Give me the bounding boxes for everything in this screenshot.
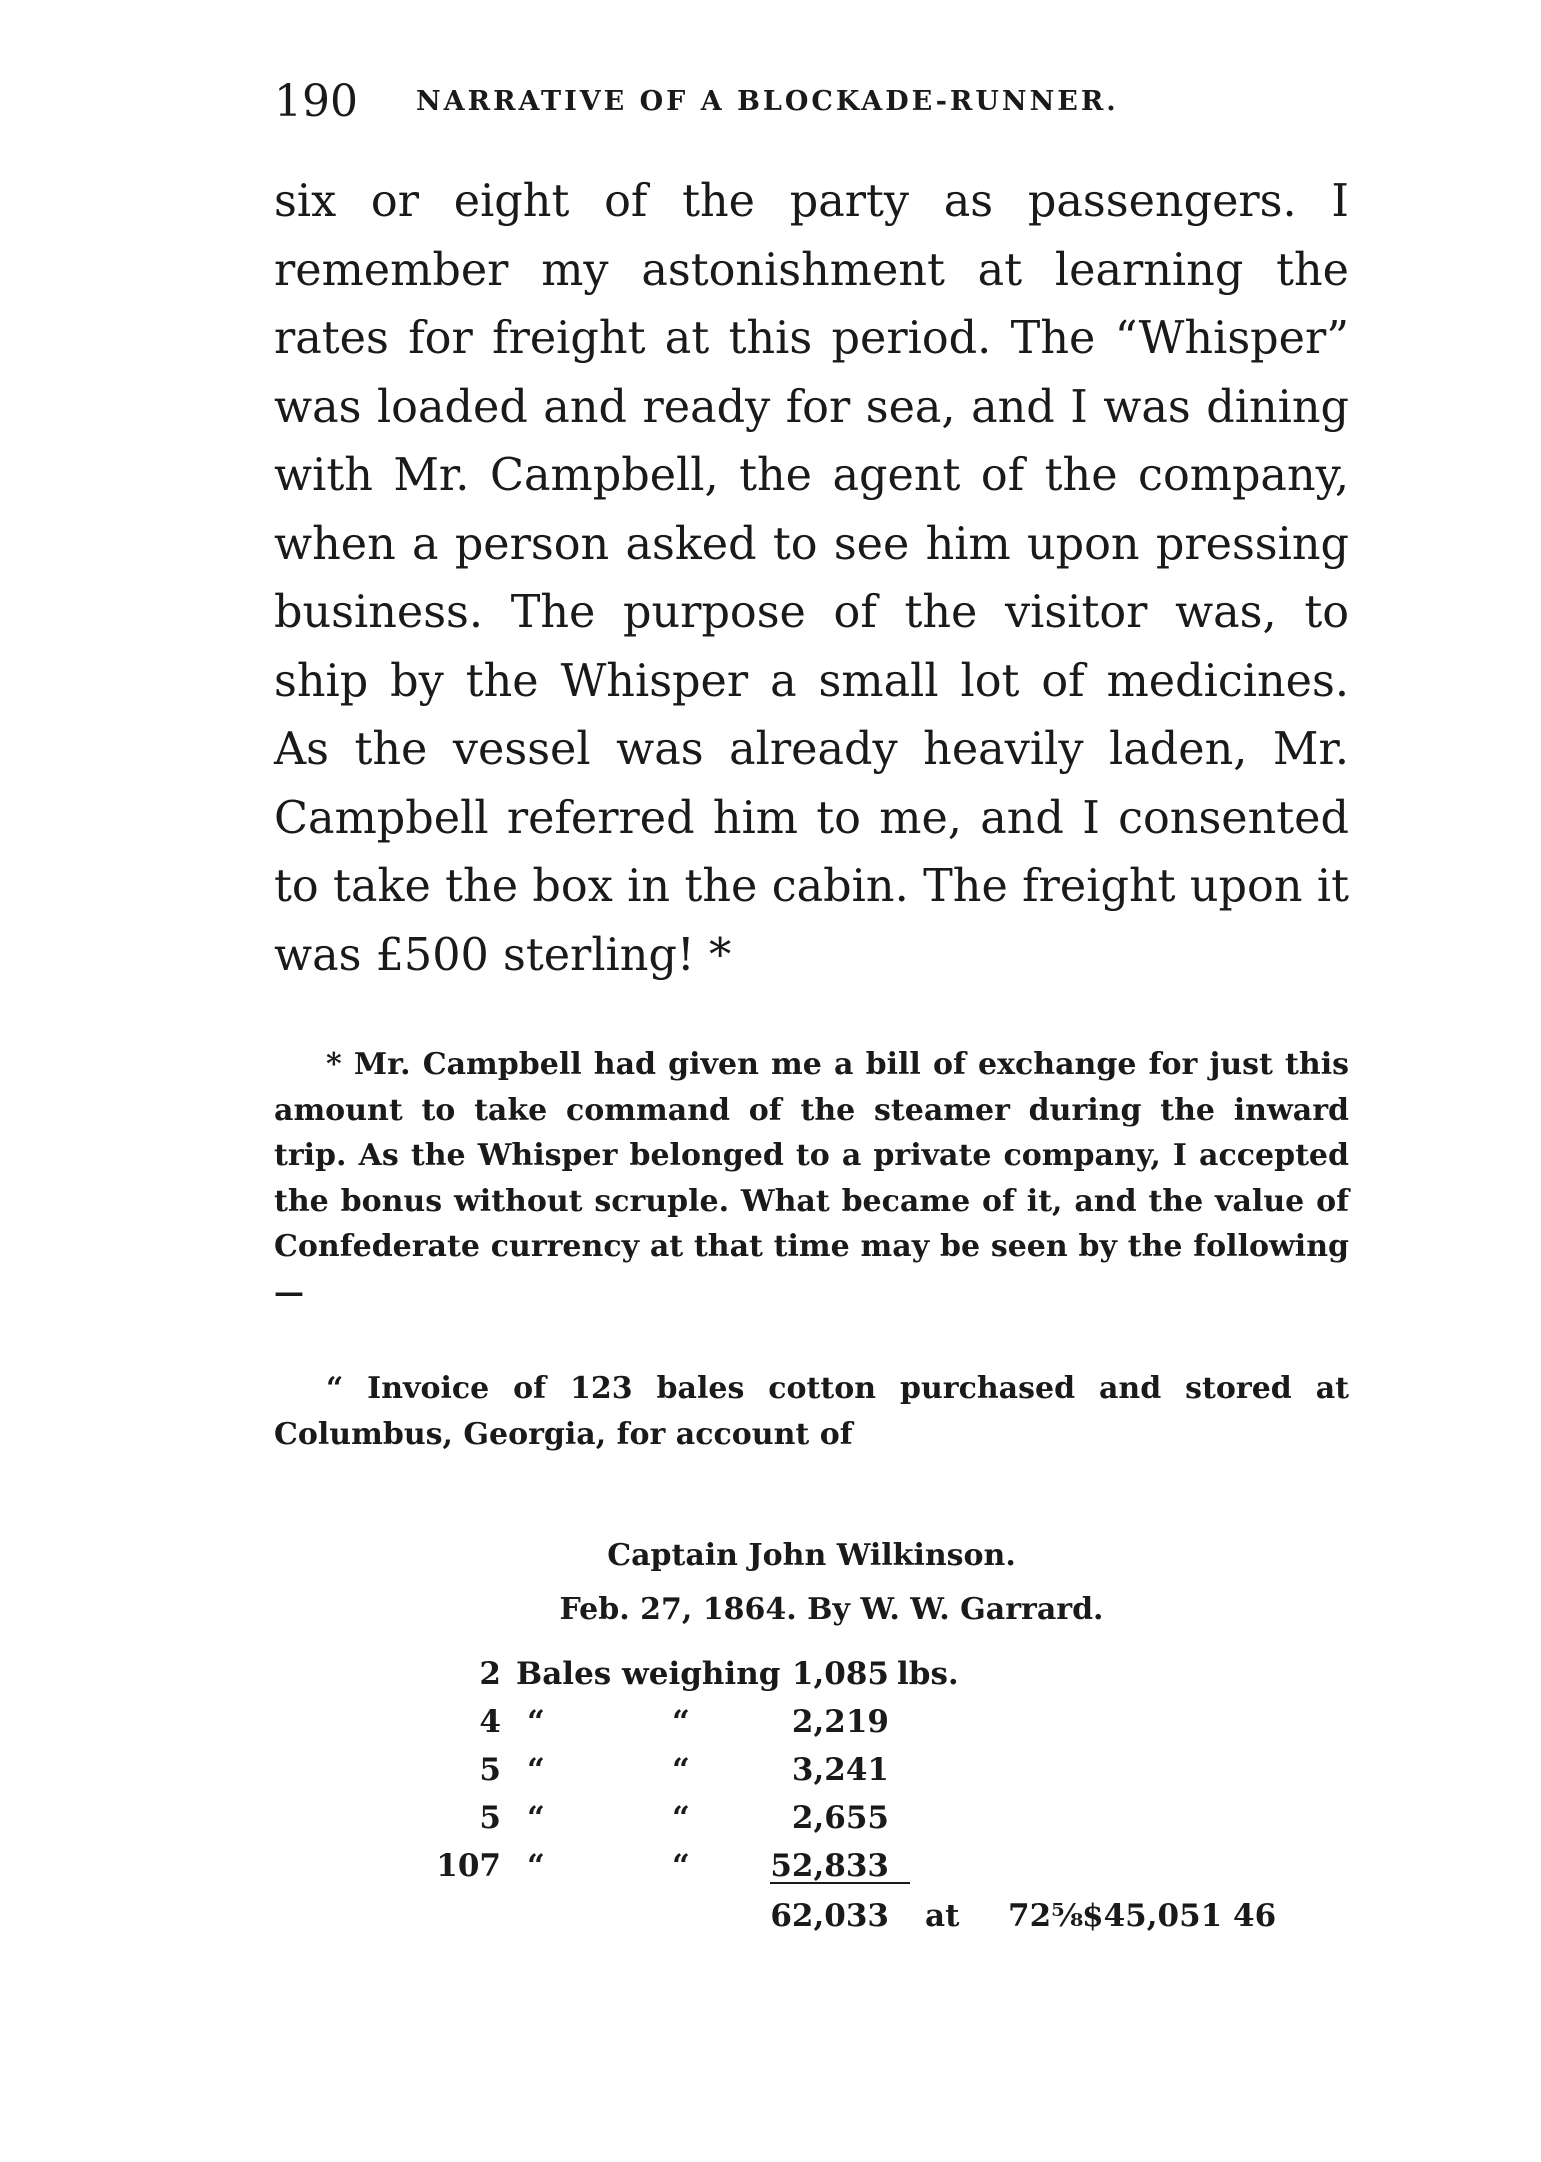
ditto-mark: “ — [672, 1800, 690, 1836]
bale-count: 5 — [479, 1800, 501, 1836]
ditto-mark: “ — [527, 1704, 545, 1740]
bale-weight: 52,833 — [770, 1848, 889, 1884]
invoice-intro — [274, 1366, 1349, 1457]
footnote-text: Mr. Campbell had given me a bill of exchange for just this amount to take command of the steamer during the inward trip. As the Whisper belonged to a private company, I accepted the bonus without scruple. What became of it, and the value of Confederate currency at that time may be seen by the following— — [274, 1047, 1349, 1310]
bale-count: 5 — [479, 1752, 501, 1788]
bale-count: 4 — [479, 1704, 501, 1740]
total-amount: $45,051 46 — [1082, 1898, 1277, 1934]
bale-weight: 3,241 — [791, 1752, 889, 1788]
invoice-addressee: Captain John Wilkinson. — [607, 1538, 1016, 1573]
sum-rule — [770, 1882, 910, 1884]
table-row — [0, 1794, 1541, 1842]
bale-label: Bales weighing — [516, 1656, 781, 1692]
footnote — [274, 1042, 1349, 1315]
invoice-date-line: Feb. 27, 1864. By W. W. Garrard. — [559, 1592, 1104, 1627]
total-at: at — [925, 1898, 960, 1934]
bale-count: 2 — [479, 1656, 501, 1692]
invoice-intro-text: “ Invoice of 123 bales cotton purchased and stored at Columbus, Georgia, for account of — [274, 1371, 1349, 1452]
table-row — [0, 1746, 1541, 1794]
ditto-mark: “ — [672, 1752, 690, 1788]
total-weight: 62,033 — [770, 1898, 889, 1934]
weight-unit: lbs. — [897, 1656, 959, 1692]
ditto-mark: “ — [527, 1848, 545, 1884]
ditto-mark: “ — [527, 1800, 545, 1836]
ditto-mark: “ — [672, 1848, 690, 1884]
footnote-marker: * — [326, 1047, 342, 1082]
page-number: 190 — [274, 76, 358, 127]
total-rate: 72⅝ — [1008, 1898, 1084, 1934]
page-header — [274, 72, 1374, 132]
bale-weight: 2,219 — [791, 1704, 889, 1740]
table-row — [0, 1698, 1541, 1746]
bale-weight: 1,085 — [791, 1656, 889, 1692]
bale-count: 107 — [436, 1848, 501, 1884]
invoice-row-first — [0, 1650, 1541, 1698]
ditto-mark: “ — [672, 1704, 690, 1740]
body-paragraph: six or eight of the party as passengers. I remember my astonishment at learning the rates for freight at this period. The “Whisper” was loaded and ready for sea, and I was dining with Mr. Campbell, the agent of the company, when a person asked to see him upon pressing business. The purpose of the visitor was, to ship by the Whisper a small lot of medicines. As the vessel was already heavily laden, Mr. Campbell referred him to me, and I consented to take the box in the cabin. The freight upon it was £500 sterling! * — [274, 176, 1349, 981]
bale-weight: 2,655 — [791, 1800, 889, 1836]
running-head: NARRATIVE OF A BLOCKADE-RUNNER. — [416, 86, 1119, 117]
invoice-total-row — [0, 1892, 1541, 1940]
ditto-mark: “ — [527, 1752, 545, 1788]
